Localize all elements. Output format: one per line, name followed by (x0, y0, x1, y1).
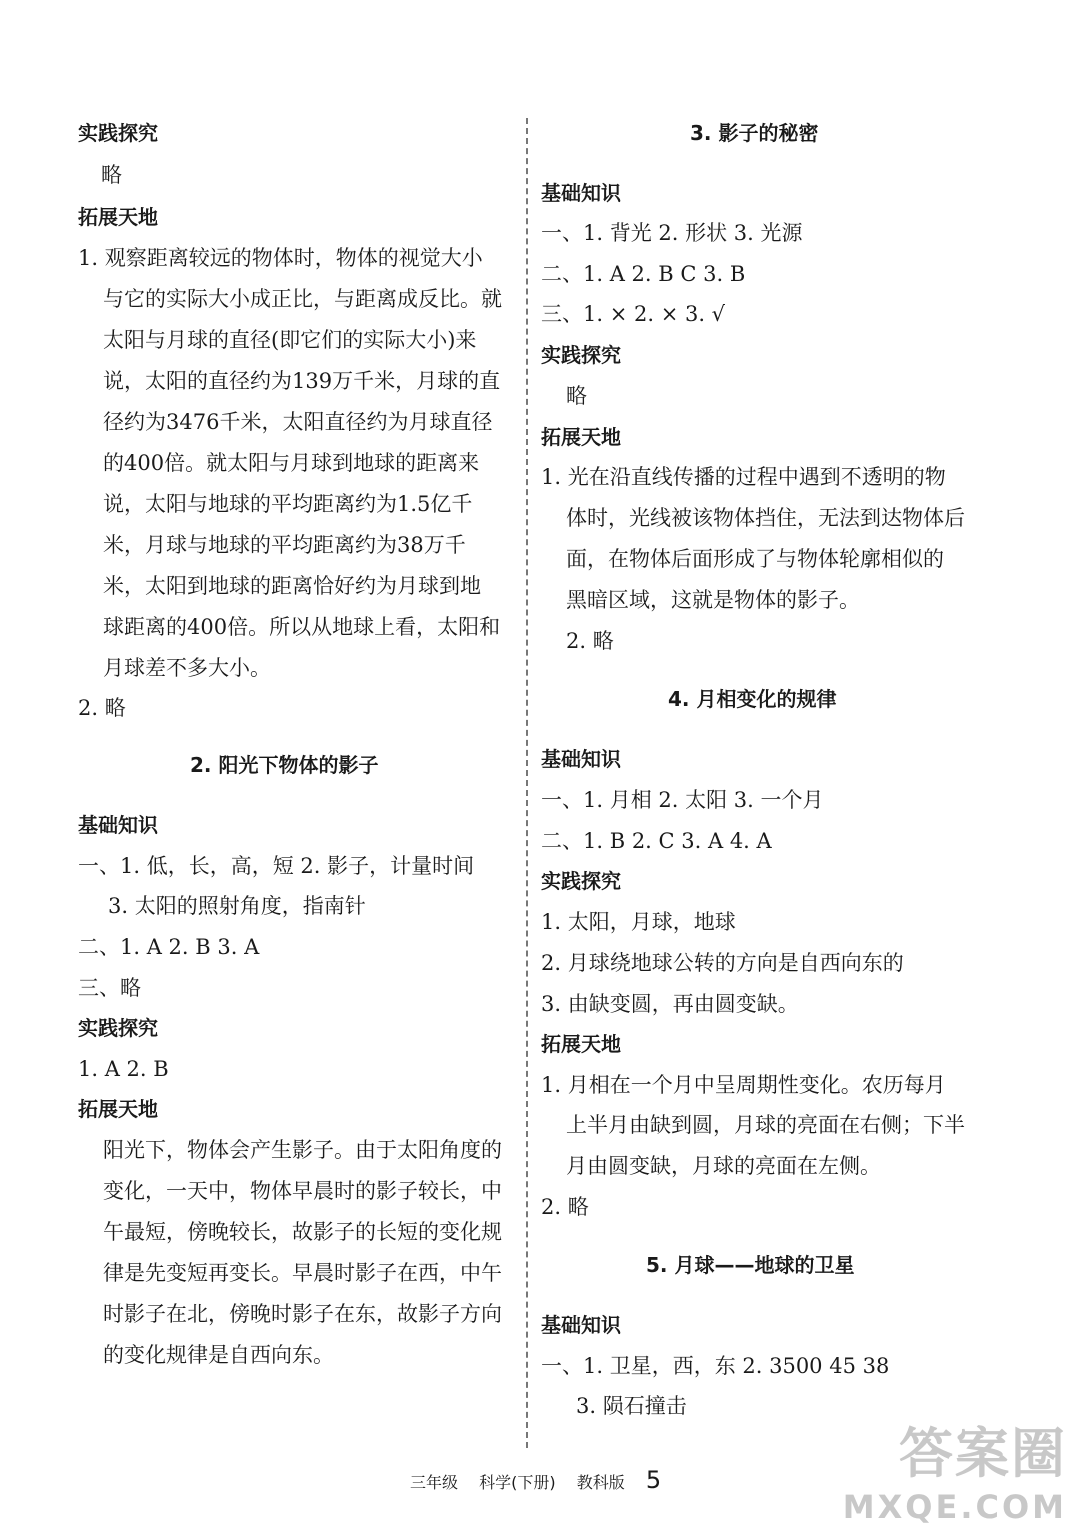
right-answer-line: 2. 略 (566, 629, 614, 653)
right-lesson-title: 5. 月球——地球的卫星 (646, 1253, 855, 1277)
left-answer-line: 1. A 2. B (78, 1057, 169, 1081)
left-answer-line: 三、略 (78, 976, 141, 1000)
watermark-line2: MXQE.COM (842, 1488, 1067, 1526)
left-lesson-title: 2. 阳光下物体的影子 (190, 753, 379, 777)
left-answer-line: 阳光下，物体会产生影子。由于太阳角度的 (103, 1138, 502, 1162)
right-section-heading: 实践探究 (541, 869, 621, 893)
right-answer-line: 一、1. 月相 2. 太阳 3. 一个月 (541, 788, 824, 812)
left-answer-line: 律是先变短再变长。早晨时影子在西，中午 (103, 1261, 502, 1285)
right-answer-line: 黑暗区域，这就是物体的影子。 (566, 588, 860, 612)
right-section-heading: 基础知识 (541, 1313, 621, 1337)
left-answer-line: 径约为3476千米，太阳直径约为月球直径 (103, 410, 493, 434)
footer-edition: 教科版 (576, 1473, 625, 1492)
right-answer-line: 二、1. B 2. C 3. A 4. A (541, 829, 772, 853)
right-section-heading: 基础知识 (541, 747, 621, 771)
right-answer-line: 月由圆变缺，月球的亮面在左侧。 (566, 1154, 881, 1178)
right-answer-line: 二、1. A 2. B C 3. B (541, 262, 746, 286)
left-section-heading: 基础知识 (78, 813, 158, 837)
right-answer-line: 三、1. × 2. × 3. √ (541, 302, 726, 326)
footer-grade: 三年级 (410, 1473, 459, 1492)
left-answer-line: 球距离的400倍。所以从地球上看，太阳和 (103, 615, 501, 639)
right-section-heading: 基础知识 (541, 181, 621, 205)
left-answer-line: 1. 观察距离较远的物体时，物体的视觉大小 (78, 246, 483, 270)
watermark-line1: 答案圈 (899, 1422, 1067, 1485)
left-answer-line: 3. 太阳的照射角度，指南针 (108, 894, 366, 918)
left-answer-line: 变化，一天中，物体早晨时的影子较长，中 (103, 1179, 502, 1203)
watermark-logo (843, 1411, 1067, 1526)
right-answer-line: 2. 月球绕地球公转的方向是自西向东的 (541, 951, 904, 975)
left-answer-line: 太阳与月球的直径(即它们的实际大小)来 (103, 328, 477, 352)
right-answer-line: 上半月由缺到圆，月球的亮面在右侧；下半 (566, 1113, 965, 1137)
left-answer-line: 的400倍。就太阳与月球到地球的距离来 (103, 451, 480, 475)
left-section-heading: 实践探究 (78, 121, 158, 145)
right-answer-line: 面，在物体后面形成了与物体轮廓相似的 (566, 547, 944, 571)
footer-subject: 科学(下册) (479, 1473, 556, 1492)
right-answer-line: 2. 略 (541, 1195, 589, 1219)
left-answer-line: 月球差不多大小。 (103, 656, 271, 680)
page-number: 5 (645, 1466, 662, 1494)
left-answer-line: 二、1. A 2. B 3. A (78, 935, 260, 959)
right-answer-line: 1. 太阳，月球，地球 (541, 910, 736, 934)
left-answer-line: 午最短，傍晚较长，故影子的长短的变化规 (103, 1220, 502, 1244)
right-answer-line: 3. 陨石撞击 (576, 1394, 687, 1418)
right-answer-line: 1. 月相在一个月中呈周期性变化。农历每月 (541, 1073, 946, 1097)
right-answer-line: 略 (566, 384, 587, 408)
right-answer-line: 一、1. 卫星，西，东 2. 3500 45 38 (541, 1354, 890, 1378)
left-section-heading: 拓展天地 (78, 1097, 158, 1121)
right-answer-line: 1. 光在沿直线传播的过程中遇到不透明的物 (541, 465, 946, 489)
left-answer-line: 米，太阳到地球的距离恰好约为月球到地 (103, 574, 481, 598)
right-answer-line: 3. 由缺变圆，再由圆变缺。 (541, 992, 799, 1016)
right-section-heading: 拓展天地 (541, 425, 621, 449)
left-answer-line: 时影子在北，傍晚时影子在东，故影子方向 (103, 1302, 502, 1326)
left-section-heading: 拓展天地 (78, 205, 158, 229)
left-answer-line: 说，太阳与地球的平均距离约为1.5亿千 (103, 492, 473, 516)
right-answer-line: 一、1. 背光 2. 形状 3. 光源 (541, 221, 803, 245)
left-answer-line: 说，太阳的直径约为139万千米，月球的直 (103, 369, 501, 393)
left-answer-line: 2. 略 (78, 696, 126, 720)
right-section-heading: 拓展天地 (541, 1032, 621, 1056)
left-answer-line: 一、1. 低，长，高，短 2. 影子，计量时间 (78, 854, 475, 878)
right-lesson-title: 3. 影子的秘密 (690, 121, 819, 145)
right-lesson-title: 4. 月相变化的规律 (668, 687, 837, 711)
left-answer-line: 的变化规律是自西向东。 (103, 1343, 334, 1367)
right-section-heading: 实践探究 (541, 343, 621, 367)
left-answer-line: 与它的实际大小成正比，与距离成反比。就 (103, 287, 502, 311)
left-section-heading: 实践探究 (78, 1016, 158, 1040)
right-answer-line: 体时，光线被该物体挡住，无法到达物体后 (566, 506, 965, 530)
page-footer (410, 1466, 677, 1494)
column-divider (526, 118, 528, 1448)
left-answer-line: 略 (101, 163, 122, 187)
left-answer-line: 米，月球与地球的平均距离约为38万千 (103, 533, 466, 557)
